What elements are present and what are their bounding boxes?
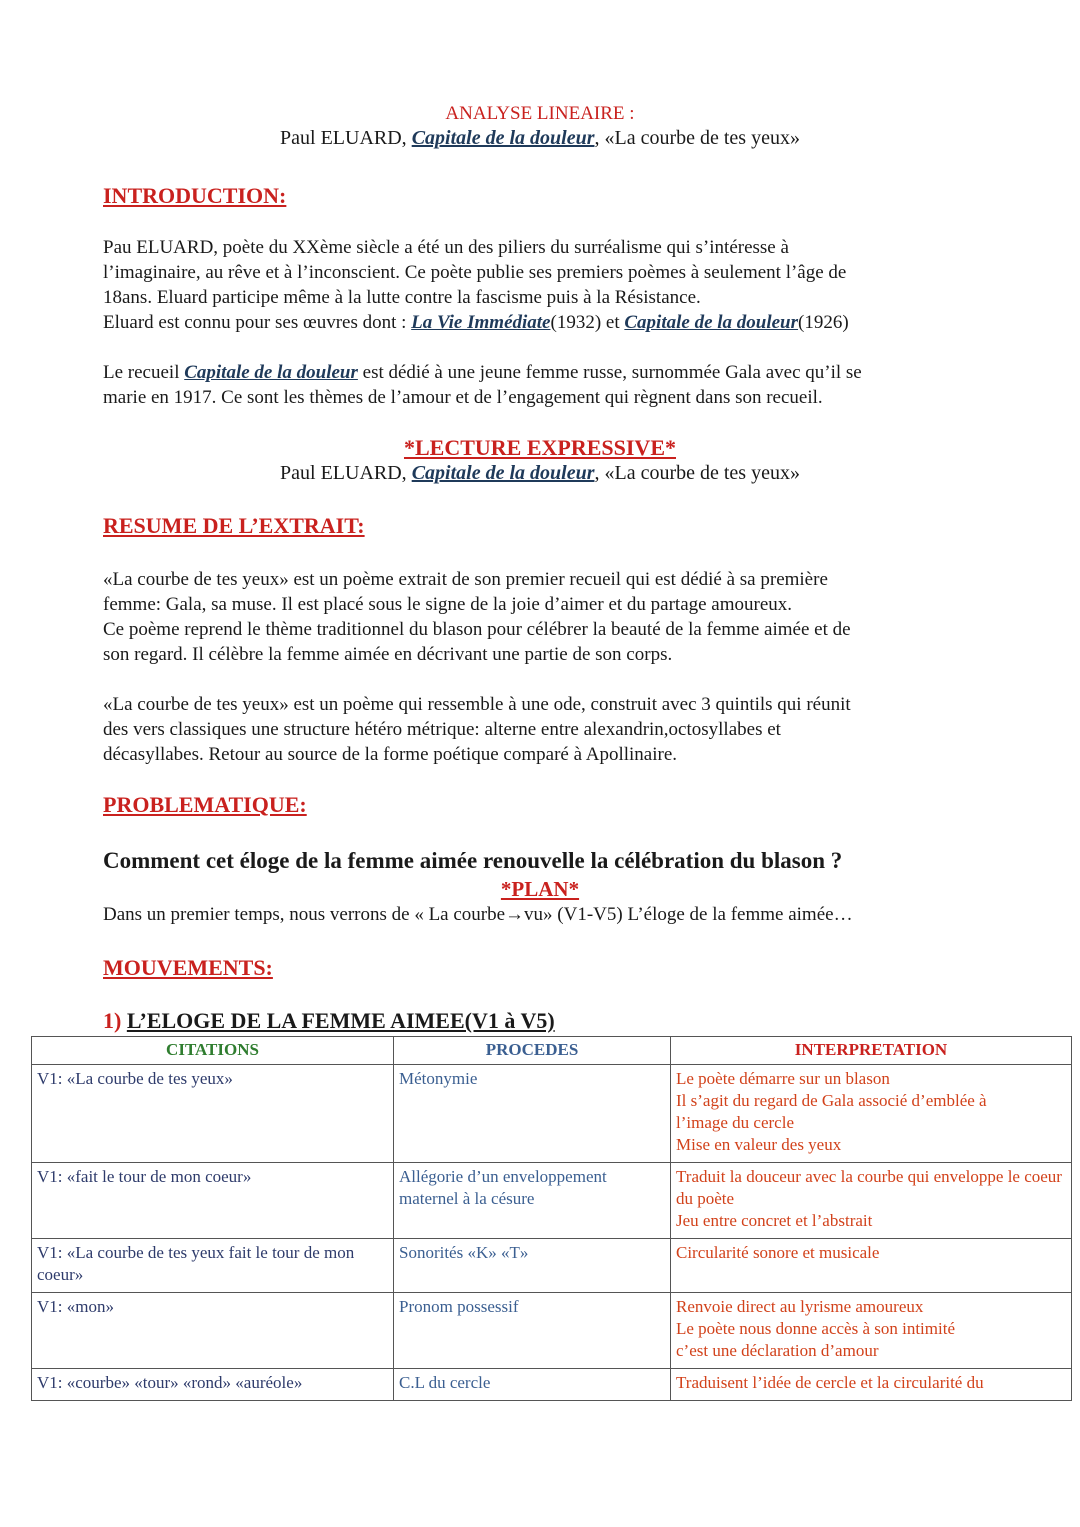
text-line: marie en 1917. Ce sont les thèmes de l’amour et de l’engagement qui règnent dans son recueil. (103, 387, 823, 408)
table-row (32, 1065, 1072, 1163)
poem-title: , «La courbe de tes yeux» (594, 462, 800, 484)
resume-paragraph-2 (103, 692, 983, 767)
interpretation-line: Traduit la douceur avec la courbe qui enveloppe le coeur du poète (676, 1167, 1062, 1208)
procede-cell: Pronom possessif (394, 1293, 671, 1369)
column-header-procedes: PROCEDES (394, 1037, 671, 1065)
section-title-text: L’ELOGE DE LA FEMME AIMEE(V1 à V5) (126, 1008, 555, 1033)
interpretation-line: Circularité sonore et musicale (676, 1243, 880, 1262)
introduction-heading: INTRODUCTION: (103, 183, 287, 208)
column-header-interpretation: INTERPRETATION (671, 1037, 1072, 1065)
text-line: décasyllabes. Retour au source de la forme poétique comparé à Apollinaire. (103, 744, 677, 765)
text-line: 18ans. Eluard participe même à la lutte contre la fascisme puis à la Résistance. (103, 287, 701, 308)
plan-heading: *PLAN* (500, 877, 580, 901)
interpretation-line: Le poète nous donne accès à son intimité (676, 1319, 955, 1338)
lecture-heading: *LECTURE EXPRESSIVE* (403, 435, 676, 460)
text-fragment: Eluard est connu pour ses œuvres dont : (103, 312, 412, 333)
citation-cell: V1: «fait le tour de mon coeur» (32, 1163, 394, 1239)
problematique-heading: PROBLEMATIQUE: (103, 792, 307, 817)
document-subtitle (0, 127, 1080, 150)
resume-paragraph-1 (103, 567, 983, 667)
interpretation-line: l’image du cercle (676, 1113, 794, 1132)
text-fragment: Le recueil (103, 362, 185, 383)
work-title: Capitale de la douleur (184, 362, 358, 383)
work-title: La Vie Immédiate (411, 312, 551, 333)
citation-cell: V1: «mon» (32, 1293, 394, 1369)
interpretation-line: Mise en valeur des yeux (676, 1135, 842, 1154)
procede-cell: C.L du cercle (394, 1369, 671, 1401)
procede-cell: Sonorités «K» «T» (394, 1239, 671, 1293)
interpretation-line: Renvoie direct au lyrisme amoureux (676, 1297, 924, 1316)
interpretation-line: Le poète démarre sur un blason (676, 1069, 890, 1088)
text-line: l’imaginaire, au rêve et à l’inconscient. Ce poète publie ses premiers poèmes à seulement l’âge de (103, 262, 847, 283)
interpretation-cell (671, 1369, 1072, 1401)
text-fragment: (1926) (798, 312, 849, 333)
citation-cell: V1: «La courbe de tes yeux fait le tour de mon coeur» (32, 1239, 394, 1293)
citation-cell: V1: «courbe» «tour» «rond» «auréole» (32, 1369, 394, 1401)
citation-cell: V1: «La courbe de tes yeux» (32, 1065, 394, 1163)
lecture-subtitle (0, 462, 1080, 485)
work-title: Capitale de la douleur (624, 312, 799, 333)
work-title: Capitale de la douleur (411, 127, 595, 149)
mouvements-heading: MOUVEMENTS: (103, 955, 273, 980)
author-name: Paul ELUARD, (280, 127, 412, 149)
introduction-paragraph-1 (103, 235, 983, 335)
section-number: 1) (103, 1008, 127, 1033)
text-line (103, 360, 983, 385)
document-label: ANALYSE LINEAIRE : (445, 103, 635, 124)
procede-cell: Métonymie (394, 1065, 671, 1163)
text-line: Ce poème reprend le thème traditionnel du blason pour célébrer la beauté de la femme aimée et de (103, 619, 851, 640)
text-fragment: (1932) et (550, 312, 625, 333)
text-line: «La courbe de tes yeux» est un poème extrait de son premier recueil qui est dédié à sa première (103, 569, 828, 590)
table-row (32, 1293, 1072, 1369)
interpretation-line: Jeu entre concret et l’abstrait (676, 1211, 873, 1230)
table-row (32, 1163, 1072, 1239)
analysis-table (31, 1036, 1072, 1401)
text-line: des vers classiques une structure hétéro métrique: alterne entre alexandrin,octosyllabes et (103, 719, 781, 740)
interpretation-cell (671, 1065, 1072, 1163)
interpretation-line: Il s’agit du regard de Gala associé d’emblée à (676, 1091, 987, 1110)
table-row (32, 1239, 1072, 1293)
plan-text: Dans un premier temps, nous verrons de « La courbe→vu» (V1-V5) L’éloge de la femme aimée… (103, 904, 853, 925)
interpretation-cell (671, 1293, 1072, 1369)
procede-cell: Allégorie d’un enveloppement maternel à la césure (394, 1163, 671, 1239)
column-header-citations: CITATIONS (32, 1037, 394, 1065)
resume-heading: RESUME DE L’EXTRAIT: (103, 513, 365, 538)
text-line: son regard. Il célèbre la femme aimée en décrivant une partie de son corps. (103, 644, 673, 665)
section-title (103, 1008, 555, 1034)
text-line: Pau ELUARD, poète du XXème siècle a été un des piliers du surréalisme qui s’intéresse à (103, 237, 789, 258)
interpretation-line: Traduisent l’idée de cercle et la circularité du (676, 1373, 984, 1392)
interpretation-cell (671, 1163, 1072, 1239)
introduction-paragraph-2 (103, 360, 983, 410)
text-line (103, 310, 983, 335)
work-title: Capitale de la douleur (411, 462, 595, 484)
interpretation-line: c’est une déclaration d’amour (676, 1341, 879, 1360)
problematique-question: Comment cet éloge de la femme aimée renouvelle la célébration du blason ? (103, 848, 843, 873)
text-line: femme: Gala, sa muse. Il est placé sous le signe de la joie d’aimer et du partage amoureux. (103, 594, 793, 615)
interpretation-cell (671, 1239, 1072, 1293)
table-row (32, 1369, 1072, 1401)
author-name: Paul ELUARD, (280, 462, 412, 484)
text-fragment: est dédié à une jeune femme russe, surnommée Gala avec qu’il se (357, 362, 862, 383)
poem-title: , «La courbe de tes yeux» (594, 127, 800, 149)
text-line: «La courbe de tes yeux» est un poème qui ressemble à une ode, construit avec 3 quintils qui réunit (103, 694, 851, 715)
table-header-row (32, 1037, 1072, 1065)
